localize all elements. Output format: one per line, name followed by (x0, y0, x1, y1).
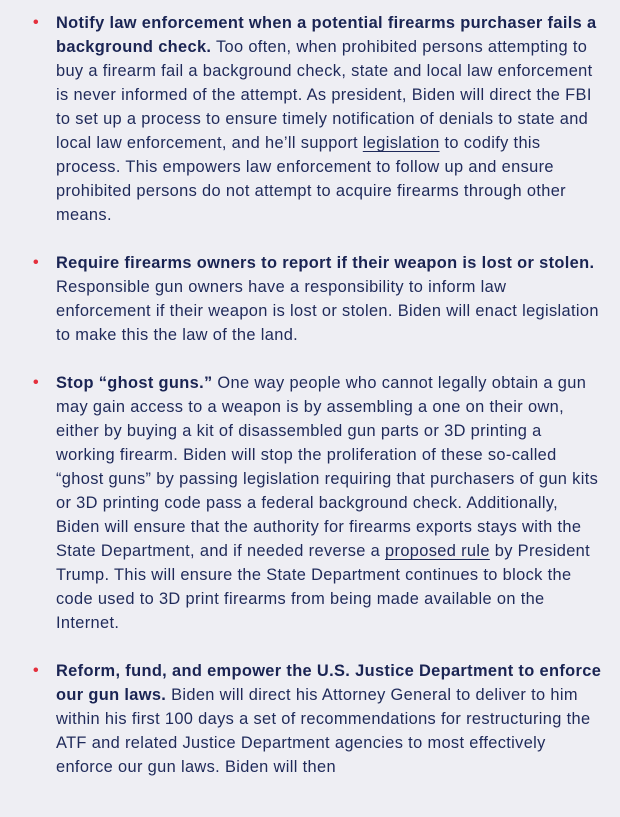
bullet-icon: • (33, 254, 39, 271)
item-heading: Reform, fund, and empower the U.S. Justice Department to enforce our gun laws. (56, 662, 602, 704)
item-text: Biden will direct his Attorney General to deliver to him within his first 100 days a set of recommendations for restructuring the ATF and related Justice Department agencies to most effectively enforce our gun laws. Biden will then (56, 686, 591, 776)
item-heading: Stop “ghost guns.” (56, 374, 213, 392)
bullet-icon: • (33, 374, 39, 391)
legislation-link[interactable]: legislation (362, 134, 440, 152)
list-item (0, 11, 620, 227)
item-text: Too often, when prohibited persons attempting to buy a firearm fail a background check, state and local law enforcement is never informed of the attempt. As president, Biden will direct the FBI to set up a process to ensure timely notification of denials to state and local law enforcement, and he’ll support (56, 38, 593, 152)
item-heading: Notify law enforcement when a potential firearms purchaser fails a background check. (56, 14, 597, 56)
list-item (0, 371, 620, 635)
item-text: to codify this process. This empowers law enforcement to follow up and ensure prohibited persons do not attempt to acquire firearms through other means. (56, 134, 566, 224)
list-item (0, 251, 620, 347)
bullet-icon: • (33, 14, 39, 31)
item-heading: Require firearms owners to report if their weapon is lost or stolen. (56, 254, 595, 272)
item-text: One way people who cannot legally obtain a gun may gain access to a weapon is by assembling a one on their own, either by buying a kit of disassembled gun parts or 3D printing a working firearm. Biden will stop the proliferation of these so-called “ghost guns” by passing legislation requiring that purchasers of gun kits or 3D printing code pass a federal background check. Additionally, Biden will ensure that the authority for firearms exports stays with the State Department, and if needed reverse a (56, 374, 599, 560)
item-text: Responsible gun owners have a responsibility to inform law enforcement if their weapon is lost or stolen. Biden will enact legislation to make this the law of the land. (56, 278, 599, 344)
list-item (0, 659, 620, 779)
item-text: by President Trump. This will ensure the State Department continues to block the code used to 3D print firearms from being made available on the Internet. (56, 542, 591, 632)
proposed-rule-link[interactable]: proposed rule (385, 542, 490, 560)
bullet-icon: • (33, 662, 39, 679)
